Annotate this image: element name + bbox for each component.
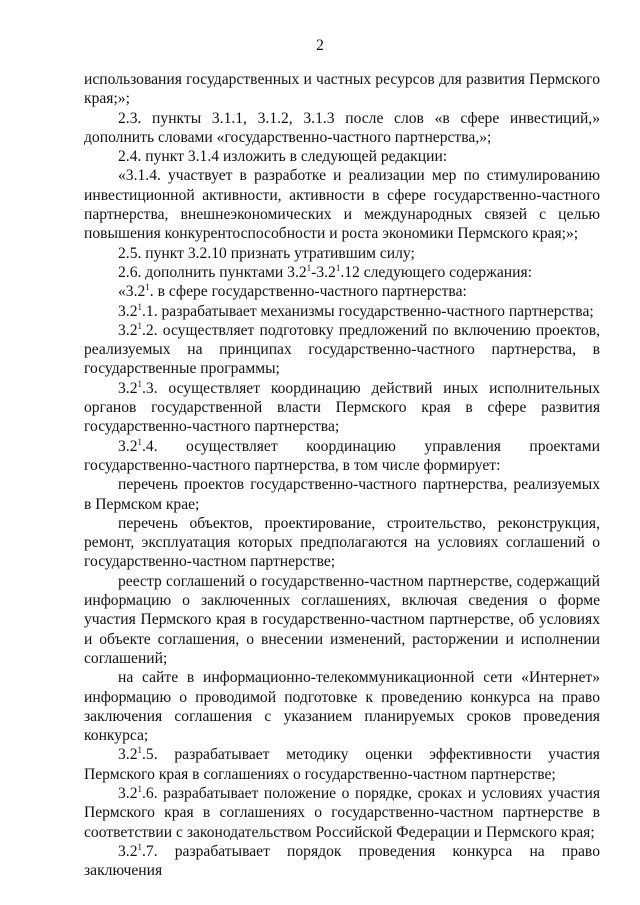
paragraph: 2.5. пункт 3.2.10 признать утратившим силу; xyxy=(118,244,415,262)
paragraph: 2.4. пункт 3.1.4 изложить в следующей редакции: xyxy=(118,148,448,166)
paragraph: на сайте в информационно-телекоммуникационной сети «Интернет» информацию о проводимой подготовке к проведению конкурса на право заключения соглашения с указанием планируемых сроков проведения конкурса; xyxy=(84,669,600,745)
paragraph: $3.2^1.3$. осуществляет координацию действий иных исполнительных органов государственной власти Пермского края в сфере развития государственно-частного партнерства; xyxy=(84,378,600,436)
paragraph: «3.1.4. участвует в разработке и реализации мер по стимулированию инвестиционной активности, активности в сфере государственно-частного партнерства, внешнеэкономических и международных связей с целью повышения конкурентоспособности и роста экономики Пермского края;»; xyxy=(84,167,600,243)
paragraph: «$3.2^1$. в сфере государственно-частного партнерства: xyxy=(118,282,467,301)
paragraph: $3.2^1.6$. разрабатывает положение о порядке, сроках и условиях участия Пермского края в соглашениях о государственно-частном партнерстве в соответствии с законодательством Российской Федерации и Пермского края; xyxy=(84,783,600,841)
paragraph: 2.6. дополнить пунктами $3.2^1-3.2^1.12$ следующего содержания: xyxy=(118,262,532,281)
document-body xyxy=(84,70,600,880)
paragraph: $3.2^1.7$. разрабатывает порядок проведения конкурса на право заключения xyxy=(84,841,600,880)
paragraph: перечень проектов государственно-частного партнерства, реализуемых в Пермском крае; xyxy=(84,476,600,513)
paragraph: $3.2^1.1$. разрабатывает механизмы государственно-частного партнерства; xyxy=(118,301,594,320)
page-number: 2 xyxy=(316,37,324,54)
paragraph: перечень объектов, проектирование, строительство, реконструкция, ремонт, эксплуатация которых предполагаются на условиях соглашений о государственно-частном партнерстве; xyxy=(84,514,600,571)
paragraph: $3.2^1.5$. разрабатывает методику оценки эффективности участия Пермского края в соглашениях о государственно-частном партнерстве; xyxy=(84,745,600,783)
paragraph: $3.2^1.4$. осуществляет координацию управления проектами государственно-частного партнерства, в том числе формирует: xyxy=(84,436,600,474)
paragraph: использования государственных и частных ресурсов для развития Пермского края;»; xyxy=(84,71,600,108)
paragraph: 2.3. пункты 3.1.1, 3.1.2, 3.1.3 после слов «в сфере инвестиций,» дополнить словами «государственно-частного партнерства,»; xyxy=(84,109,600,146)
paragraph: $3.2^1.2$. осуществляет подготовку предложений по включению проектов, реализуемых на принципах государственно-частного партнерства, в государственные программы; xyxy=(84,320,600,378)
paragraph: реестр соглашений о государственно-частном партнерстве, содержащий информацию о заключенных соглашениях, включая сведения о форме участия Пермского края в государственно-частном партнерстве, об условиях и объекте соглашения, о внесении изменений, расторжении и исполнении соглашений; xyxy=(84,572,600,667)
